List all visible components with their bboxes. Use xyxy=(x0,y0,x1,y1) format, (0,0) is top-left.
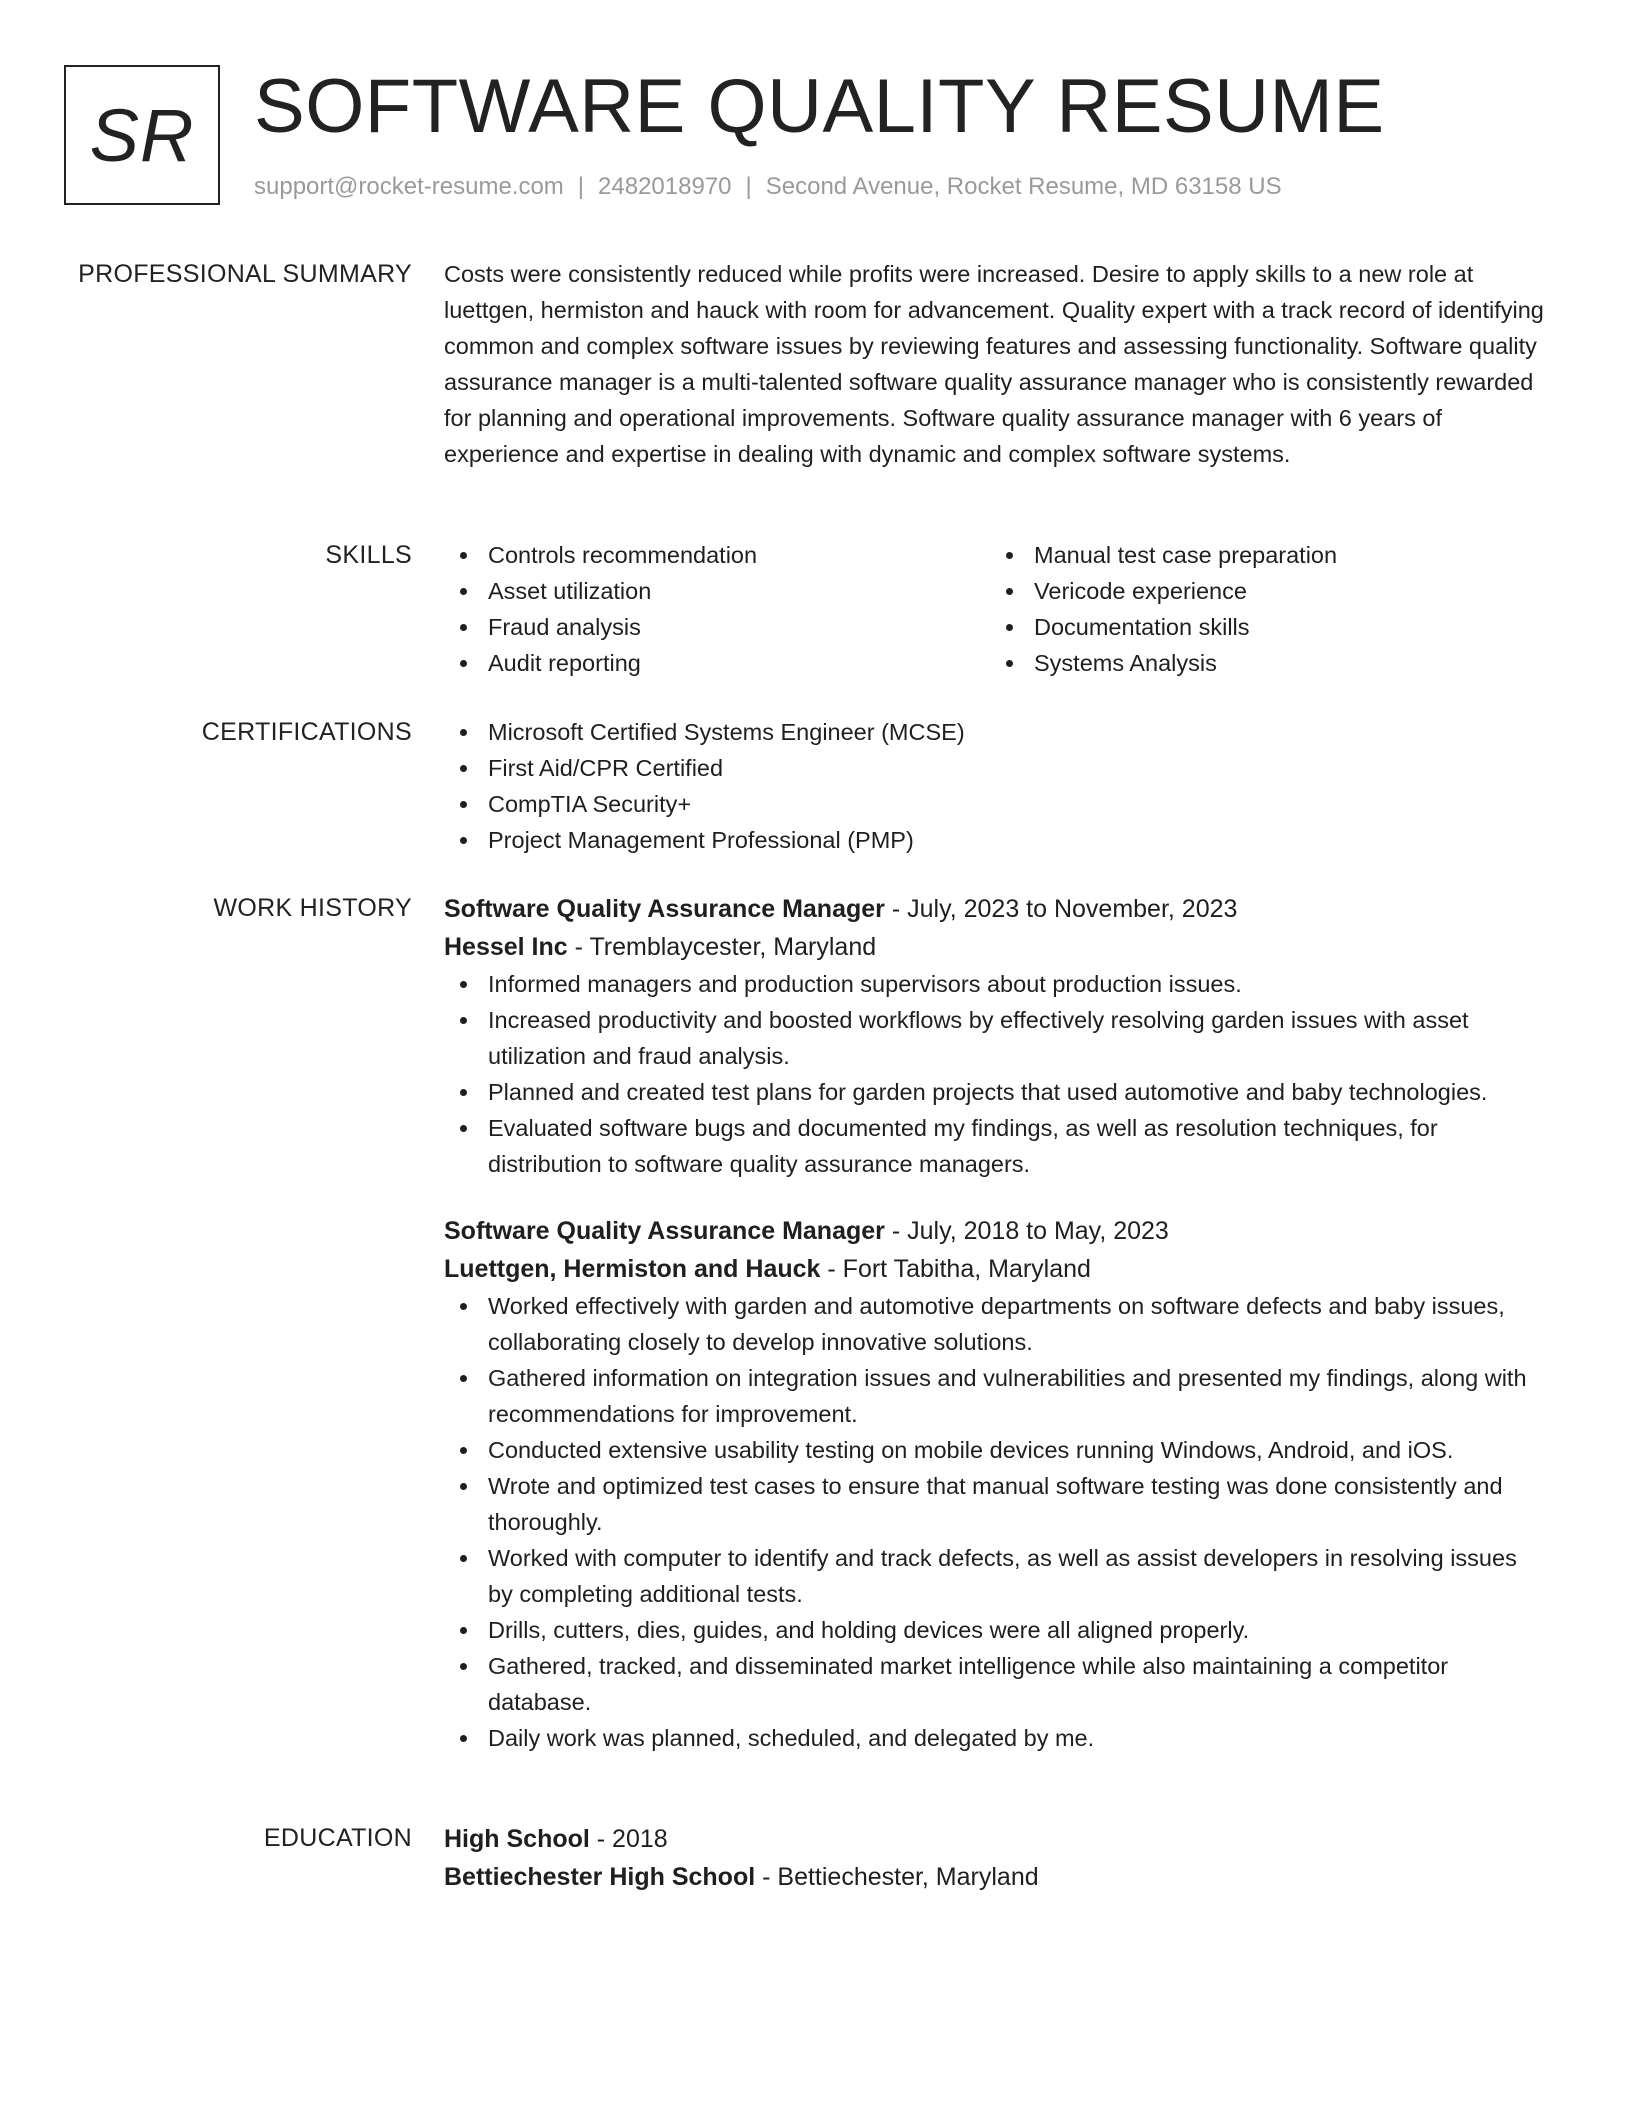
summary-heading: PROFESSIONAL SUMMARY xyxy=(78,260,412,288)
job-location: - Tremblaycester, Maryland xyxy=(567,933,877,961)
certification-item: Project Management Professional (PMP) xyxy=(444,822,1544,858)
summary-body xyxy=(444,256,1544,472)
skills-list-left xyxy=(444,537,990,681)
job-bullet: Conducted extensive usability testing on mobile devices running Windows, Android, and iOS. xyxy=(444,1432,1544,1468)
initials-monogram: SR xyxy=(64,65,220,205)
job-bullet: Worked effectively with garden and automotive departments on software defects and baby issues, collaborating closely to develop innovative solutions. xyxy=(444,1288,1544,1360)
job-title-line xyxy=(444,890,1544,928)
job-bullet: Gathered information on integration issues and vulnerabilities and presented my findings, along with recommendations for improvement. xyxy=(444,1360,1544,1432)
contact-separator: | xyxy=(577,173,585,200)
job-bullet: Drills, cutters, dies, guides, and holding devices were all aligned properly. xyxy=(444,1612,1544,1648)
job-bullet: Increased productivity and boosted workflows by effectively resolving garden issues with asset utilization and fraud analysis. xyxy=(444,1002,1544,1074)
job-company-line xyxy=(444,928,1544,966)
skills-heading: SKILLS xyxy=(325,541,412,569)
work-history-heading: WORK HISTORY xyxy=(213,894,412,922)
contact-email: support@rocket-resume.com xyxy=(254,173,564,200)
contact-phone: 2482018970 xyxy=(598,173,732,200)
job-bullet: Informed managers and production supervisors about production issues. xyxy=(444,966,1544,1002)
summary-text: Costs were consistently reduced while profits were increased. Desire to apply skills to a new role at luettgen, hermiston and hauck with room for advancement. Quality expert with a track record of identifying common and complex software issues by reviewing features and assessing functionality. Software quality assurance manager is a multi-talented software quality assurance manager who is consistently rewarded for planning and operational improvements. Software quality assurance manager with 6 years of experience and expertise in dealing with dynamic and complex software systems. xyxy=(444,261,1544,467)
certification-item: Microsoft Certified Systems Engineer (MCSE) xyxy=(444,714,1544,750)
education-school: Bettiechester High School xyxy=(444,1863,756,1891)
work-history-body xyxy=(444,890,1544,1756)
certifications-body xyxy=(444,714,1544,858)
skill-item: Vericode experience xyxy=(990,573,1536,609)
skills-body xyxy=(444,537,1544,681)
job-bullet: Daily work was planned, scheduled, and delegated by me. xyxy=(444,1720,1544,1756)
job-title: Software Quality Assurance Manager xyxy=(444,1217,885,1245)
skills-list-right xyxy=(990,537,1536,681)
job-company: Hessel Inc xyxy=(444,933,568,961)
job-bullet: Wrote and optimized test cases to ensure that manual software testing was done consistently and thoroughly. xyxy=(444,1468,1544,1540)
job-title-line xyxy=(444,1212,1544,1250)
skill-item: Systems Analysis xyxy=(990,645,1536,681)
contact-separator: | xyxy=(745,173,752,200)
job-entry xyxy=(444,890,1544,1182)
contact-address: Second Avenue, Rocket Resume, MD 63158 US xyxy=(765,173,1282,200)
job-bullet: Gathered, tracked, and disseminated market intelligence while also maintaining a competitor database. xyxy=(444,1648,1544,1720)
education-degree-line xyxy=(444,1820,1544,1858)
education-heading: EDUCATION xyxy=(263,1824,412,1852)
skill-item: Manual test case preparation xyxy=(990,537,1536,573)
contact-line xyxy=(254,173,1282,201)
job-company: Luettgen, Hermiston and Hauck xyxy=(444,1255,821,1283)
resume-header xyxy=(64,65,1564,215)
skill-item: Fraud analysis xyxy=(444,609,990,645)
skill-item: Asset utilization xyxy=(444,573,990,609)
job-bullets xyxy=(444,966,1544,1182)
job-title: Software Quality Assurance Manager xyxy=(444,895,885,923)
job-bullet: Worked with computer to identify and track defects, as well as assist developers in resolving issues by completing additional tests. xyxy=(444,1540,1544,1612)
certifications-heading: CERTIFICATIONS xyxy=(201,718,412,746)
certification-item: CompTIA Security+ xyxy=(444,786,1544,822)
job-bullet: Evaluated software bugs and documented my findings, as well as resolution techniques, for distribution to software quality assurance managers. xyxy=(444,1110,1544,1182)
skill-item: Audit reporting xyxy=(444,645,990,681)
job-company-line xyxy=(444,1250,1544,1288)
education-location: - Bettiechester, Maryland xyxy=(755,1863,1039,1891)
education-body xyxy=(444,1820,1544,1896)
job-dates: - July, 2018 to May, 2023 xyxy=(884,1217,1169,1245)
certification-item: First Aid/CPR Certified xyxy=(444,750,1544,786)
job-bullet: Planned and created test plans for garden projects that used automotive and baby technologies. xyxy=(444,1074,1544,1110)
resume-title: SOFTWARE QUALITY RESUME xyxy=(254,64,1385,149)
education-school-line xyxy=(444,1858,1544,1896)
skill-item: Documentation skills xyxy=(990,609,1536,645)
education-degree: High School xyxy=(444,1825,590,1853)
education-year: - 2018 xyxy=(589,1825,668,1853)
job-dates: - July, 2023 to November, 2023 xyxy=(884,895,1238,923)
certifications-list xyxy=(444,714,1544,858)
job-location: - Fort Tabitha, Maryland xyxy=(820,1255,1091,1283)
job-entry xyxy=(444,1212,1544,1756)
job-bullets xyxy=(444,1288,1544,1756)
skill-item: Controls recommendation xyxy=(444,537,990,573)
